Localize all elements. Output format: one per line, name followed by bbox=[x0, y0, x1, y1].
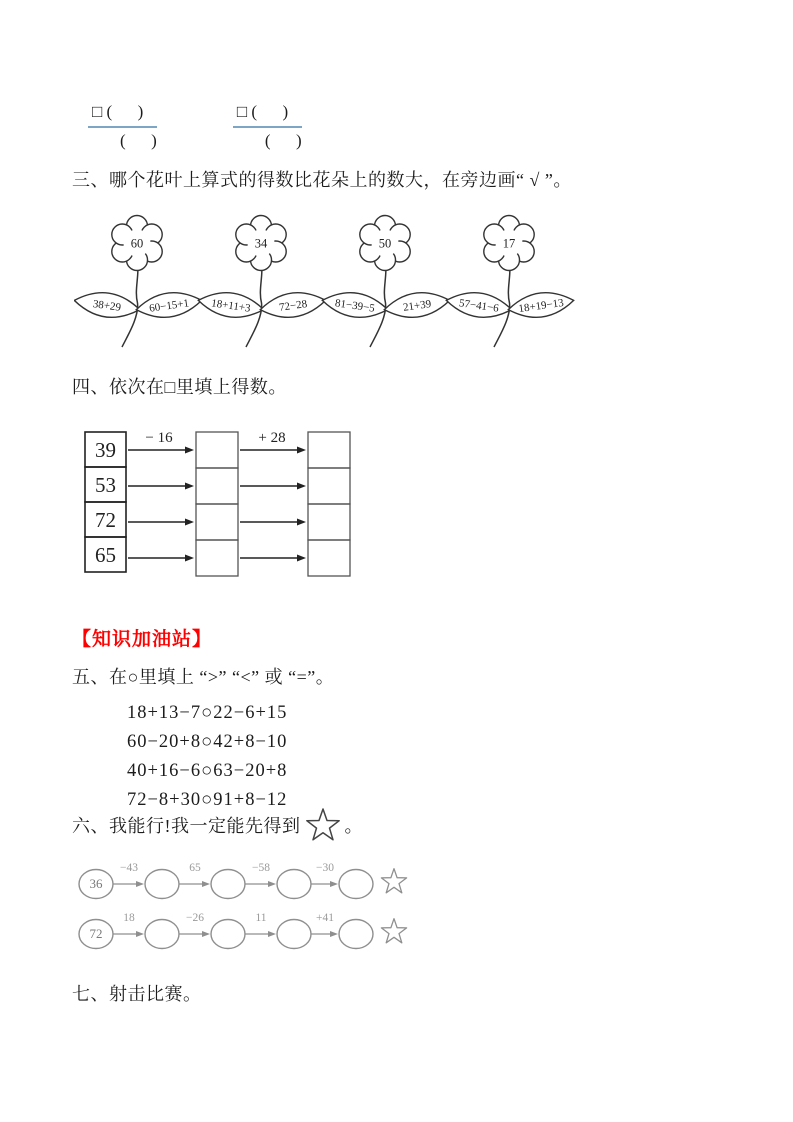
flower-head bbox=[360, 216, 410, 271]
section-six-text: 六、我能行!我一定能先得到 bbox=[72, 816, 301, 836]
comparison-line: 60−20+8○42+8−10 bbox=[127, 732, 288, 752]
start-value: 39 bbox=[95, 438, 116, 462]
fraction-numerator: □ ( ) bbox=[88, 102, 157, 128]
start-value: 72 bbox=[95, 508, 116, 532]
chain-op-label: −26 bbox=[186, 912, 204, 924]
chain-op-label: −30 bbox=[316, 862, 334, 874]
svg-text:72−28: 72−28 bbox=[278, 298, 308, 314]
flower-head bbox=[484, 216, 534, 271]
chain-op-label: +41 bbox=[316, 912, 334, 924]
section-seven-heading: 七、射击比赛。 bbox=[72, 984, 202, 1004]
start-value: 53 bbox=[95, 473, 116, 497]
svg-text:18+11+3: 18+11+3 bbox=[210, 297, 252, 315]
svg-text:57−41−6: 57−41−6 bbox=[458, 297, 500, 315]
chain-circle bbox=[339, 870, 373, 899]
fraction-templates bbox=[88, 102, 302, 151]
answer-box bbox=[196, 540, 238, 576]
section-three-heading: 三、哪个花叶上算式的得数比花朵上的数大，在旁边画“ √ ”。 bbox=[72, 170, 572, 190]
section-four-heading: 四、依次在□里填上得数。 bbox=[72, 377, 287, 397]
svg-text:60−15+1: 60−15+1 bbox=[148, 297, 190, 315]
comparison-line: 40+16−6○63−20+8 bbox=[127, 761, 288, 781]
answer-box bbox=[196, 504, 238, 540]
answer-box bbox=[308, 432, 350, 468]
leaf-expression bbox=[135, 289, 204, 322]
section-five-heading: 五、在○里填上 “>” “<” 或 “=”。 bbox=[72, 667, 335, 687]
flower-head bbox=[236, 216, 286, 271]
chain-op-label: 11 bbox=[255, 912, 267, 924]
operation-label: + 28 bbox=[258, 430, 286, 446]
chain-circle bbox=[277, 920, 311, 949]
answer-box bbox=[308, 504, 350, 540]
svg-text:17: 17 bbox=[502, 236, 516, 251]
leaf-expression bbox=[321, 289, 390, 322]
leaf-expression bbox=[74, 289, 141, 322]
star-icon bbox=[305, 808, 341, 842]
answer-box bbox=[308, 468, 350, 504]
answer-box bbox=[308, 540, 350, 576]
chain-circle bbox=[145, 920, 179, 949]
comparison-line: 72−8+30○91+8−12 bbox=[127, 790, 288, 810]
star-icon bbox=[381, 869, 406, 893]
svg-text:18+19−13: 18+19−13 bbox=[517, 296, 565, 316]
star-icon bbox=[381, 919, 406, 943]
svg-text:38+29: 38+29 bbox=[92, 298, 122, 314]
answer-box bbox=[196, 432, 238, 468]
chain-op-label: −43 bbox=[120, 862, 138, 874]
fraction-numerator: □ ( ) bbox=[233, 102, 302, 128]
chain-circle bbox=[339, 920, 373, 949]
chain-op-label: 65 bbox=[189, 862, 201, 874]
leaf-expression bbox=[197, 289, 266, 322]
section-six-heading bbox=[72, 808, 363, 842]
chain-start-value: 36 bbox=[89, 876, 103, 891]
booster-title: 【知识加油站】 bbox=[72, 629, 213, 650]
calculation-chain-2 bbox=[74, 908, 419, 954]
chain-circle bbox=[211, 920, 245, 949]
leaf-expression bbox=[445, 289, 514, 322]
chain-circle bbox=[211, 870, 245, 899]
svg-text:60: 60 bbox=[130, 236, 144, 251]
leaf-expression bbox=[259, 289, 328, 322]
chain-circle bbox=[277, 870, 311, 899]
chain-start-value: 72 bbox=[89, 926, 103, 941]
svg-text:34: 34 bbox=[254, 236, 268, 251]
svg-text:50: 50 bbox=[378, 236, 392, 251]
svg-text:81−39−5: 81−39−5 bbox=[334, 297, 376, 315]
fraction-blank-1 bbox=[88, 102, 157, 151]
start-value: 65 bbox=[95, 543, 116, 567]
comparison-line: 18+13−7○22−6+15 bbox=[127, 703, 288, 723]
calculation-chain-1 bbox=[74, 858, 419, 904]
fill-boxes-diagram bbox=[84, 430, 359, 582]
chain-op-label: 18 bbox=[123, 912, 135, 924]
flower-leaf-diagram bbox=[74, 213, 584, 355]
chain-circle bbox=[145, 870, 179, 899]
fraction-denominator: ( ) bbox=[264, 131, 302, 150]
chain-op-label: −58 bbox=[252, 862, 270, 874]
answer-box bbox=[196, 468, 238, 504]
svg-text:21+39: 21+39 bbox=[402, 298, 432, 314]
fraction-denominator: ( ) bbox=[120, 131, 157, 150]
operation-label: − 16 bbox=[145, 430, 173, 446]
leaf-expression bbox=[383, 289, 452, 322]
section-six-period: 。 bbox=[344, 816, 363, 836]
leaf-expression bbox=[507, 289, 576, 322]
comparison-list bbox=[127, 699, 287, 815]
fraction-blank-2 bbox=[233, 102, 302, 151]
flower-head bbox=[112, 216, 162, 271]
